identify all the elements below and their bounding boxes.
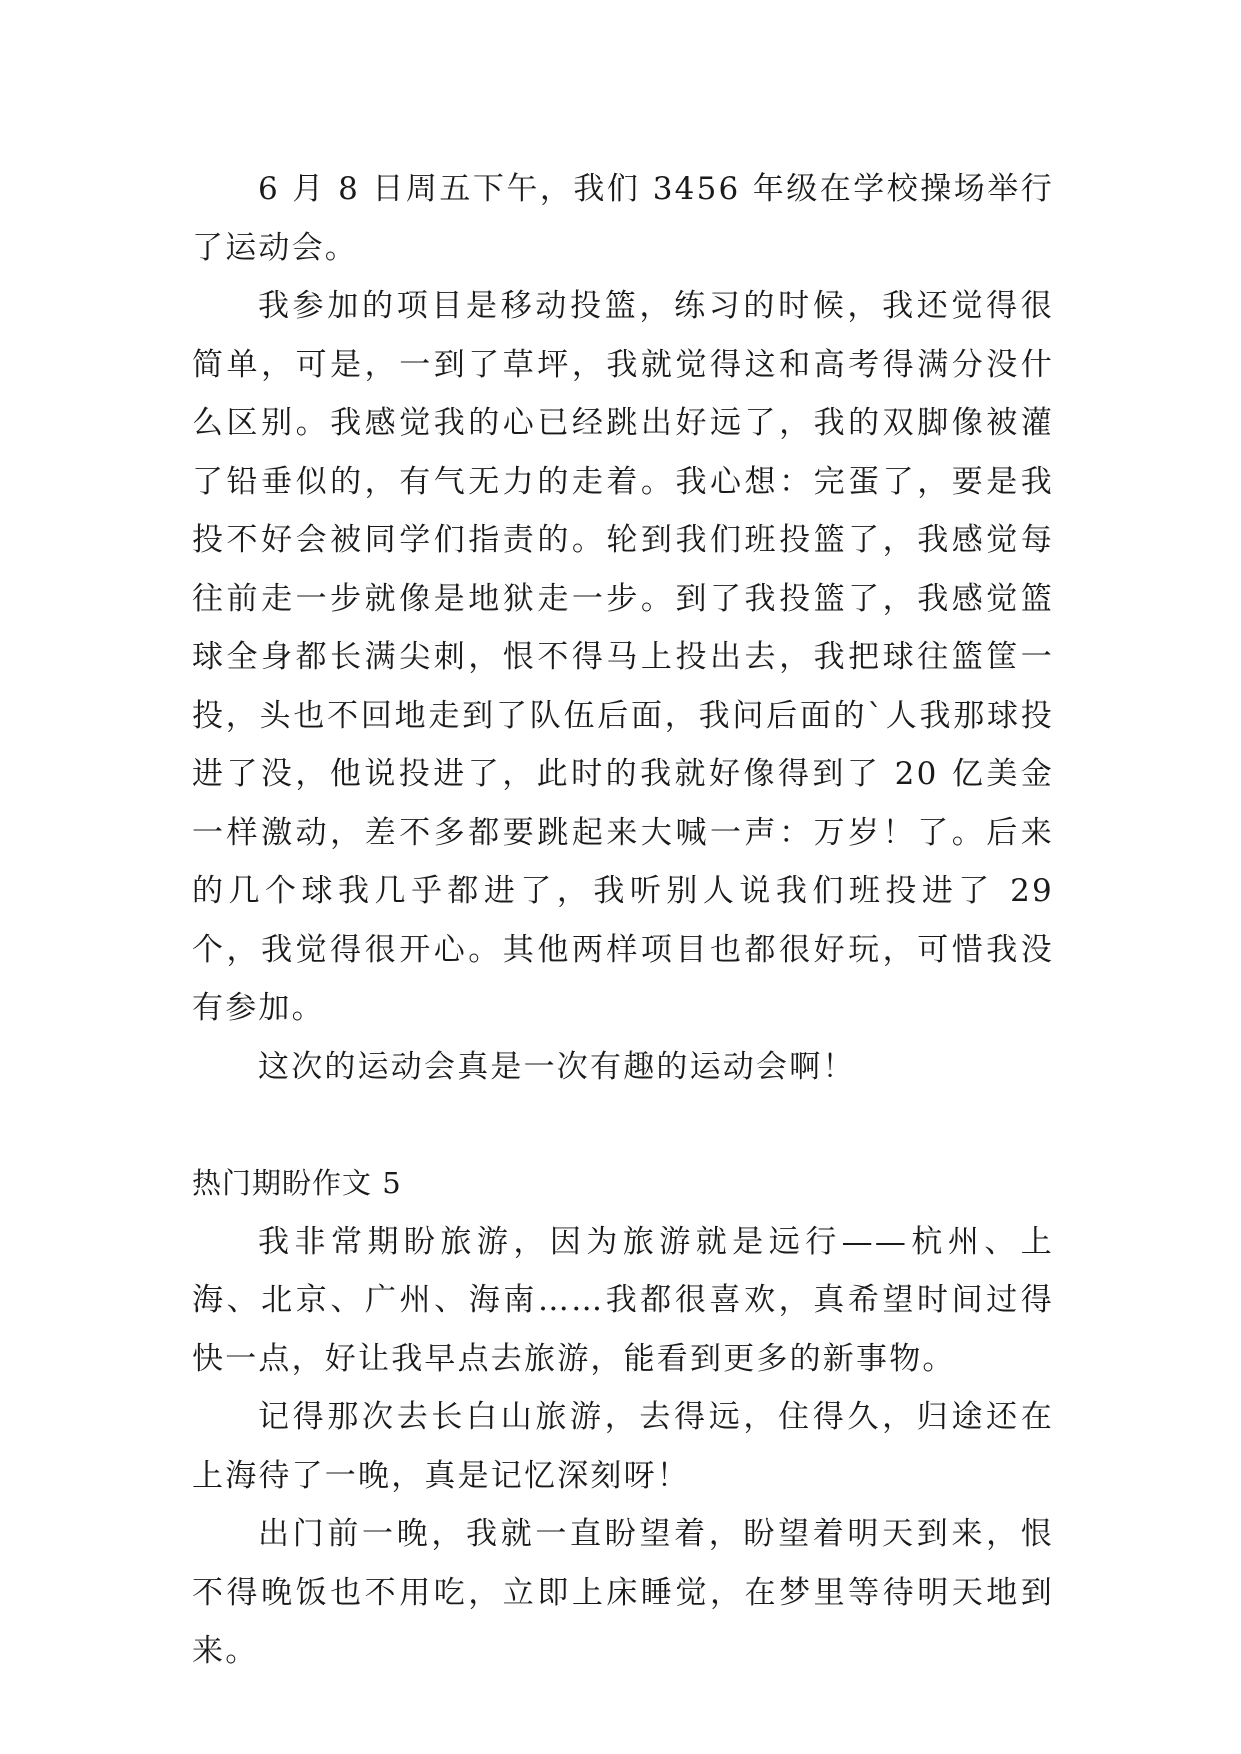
- section-heading: 热门期盼作文 5: [192, 1166, 402, 1200]
- paragraph-changbai-trip: 记得那次去长白山旅游，去得远，住得久，归途还在上海待了一晚，真是记忆深刻呀！: [192, 1399, 1054, 1494]
- paragraph-sports-day-intro: 6 月 8 日周五下午，我们 3456 年级在学校操场举行了运动会。: [192, 171, 1054, 266]
- paragraph-night-before: 出门前一晚，我就一直盼望着，盼望着明天到来，恨不得晚饭也不用吃，立即上床睡觉，在梦里等待明天地到来。: [192, 1516, 1054, 1669]
- paragraph-basketball-story: 我参加的项目是移动投篮，练习的时候，我还觉得很简单，可是，一到了草坪，我就觉得这和高考得满分没什么区别。我感觉我的心已经跳出好远了，我的双脚像被灌了铅垂似的，有气无力的走着。我心想：完蛋了，要是我投不好会被同学们指责的。轮到我们班投篮了，我感觉每往前走一步就像是地狱走一步。到了我投篮了，我感觉篮球全身都长满尖刺，恨不得马上投出去，我把球往篮筐一投，头也不回地走到了队伍后面，我问后面的`人我那球投进了没，他说投进了，此时的我就好像得到了 20 亿美金一样激动，差不多都要跳起来大喊一声：万岁！了。后来的几个球我几乎都进了，我听别人说我们班投进了 29 个，我觉得很开心。其他两样项目也都很好玩，可惜我没有参加。: [192, 288, 1054, 1026]
- document-page: [192, 160, 1054, 1681]
- paragraph-travel-wish: 我非常期盼旅游，因为旅游就是远行——杭州、上海、北京、广州、海南……我都很喜欢，真希望时间过得快一点，好让我早点去旅游，能看到更多的新事物。: [192, 1223, 1054, 1377]
- paragraph-sports-day-conclusion: 这次的运动会真是一次有趣的运动会啊！: [258, 1048, 856, 1085]
